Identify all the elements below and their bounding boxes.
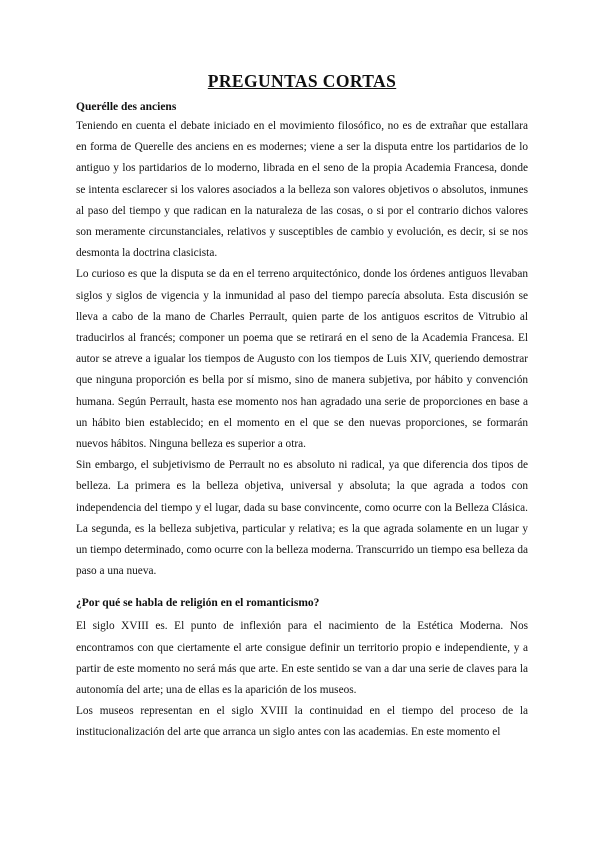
paragraph: Los museos representan en el siglo XVIII la continuidad en el tiempo del proceso de la institucionalización del arte que arranca un siglo antes con las academias. En este momento el xyxy=(76,705,528,739)
section-heading-querelle: Querélle des anciens xyxy=(76,101,177,113)
paragraph: Lo curioso es que la disputa se da en el terreno arquitectónico, donde los órdenes antiguos llevaban siglos y siglos de vigencia y la inmunidad al paso del tiempo parecía absoluta. Esta discusión se lleva a cabo de la mano de Charles Perrault, quien parte de los antiguos escritos de Vitrubio al traducirlos al francés; componer un poema que se retirará en el seno de la Academia Francesa. El autor se atreve a igualar los tiempos de Augusto con los tiempos de Luis XIV, queriendo demostrar que ninguna proporción es bella por sí mismo, sino de manera subjetiva, por hábito y convención humana. Según Perrault, hasta ese momento nos han agradado una serie de proporciones en base a un hábito bien establecido; en el momento en el que se den nuevas proporciones, se formarán nuevos hábitos. Ninguna belleza es superior a otra. xyxy=(76,268,528,451)
paragraph: Teniendo en cuenta el debate iniciado en el movimiento filosófico, no es de extrañar que estallara en forma de Querelle des anciens en es modernes; viene a ser la disputa entre los partidarios de lo antiguo y los partidarios de lo moderno, librada en el seno de la propia Academia Francesa, donde se intenta esclarecer si los valores asociados a la belleza son valores objetivos o absolutos, inmunes al paso del tiempo y que radican en la naturaleza de las cosas, o si por el contrario dichos valores son meramente circunstanciales, relativos y susceptibles de cambio y evolución, es decir, si se nos desmonta la doctrina clasicista. xyxy=(76,120,528,260)
paragraph: Sin embargo, el subjetivismo de Perrault no es absoluto ni radical, ya que diferencia dos tipos de belleza. La primera es la belleza objetiva, universal y absoluta; la que agrada a todos con independencia del tiempo y el lugar, dada su base convincente, como ocurre con la Belleza Clásica. La segunda, es la belleza subjetiva, particular y relativa; es la que agrada solamente en un lugar y un tiempo determinado, como ocurre con la belleza moderna. Transcurrido un tiempo esa belleza da paso a una nueva. xyxy=(76,459,528,578)
paragraph: El siglo XVIII es. El punto de inflexión para el nacimiento de la Estética Moderna. Nos encontramos con que ciertamente el arte consigue definir un territorio propio e independiente, y a partir de este momento no será más que arte. En este sentido se van a dar una serie de claves para la autonomía del arte; una de ellas es la aparición de los museos. xyxy=(76,620,528,697)
page-title: PREGUNTAS CORTAS xyxy=(207,71,397,91)
section-heading-religion: ¿Por qué se habla de religión en el romanticismo? xyxy=(76,597,320,610)
document-page xyxy=(76,70,528,744)
